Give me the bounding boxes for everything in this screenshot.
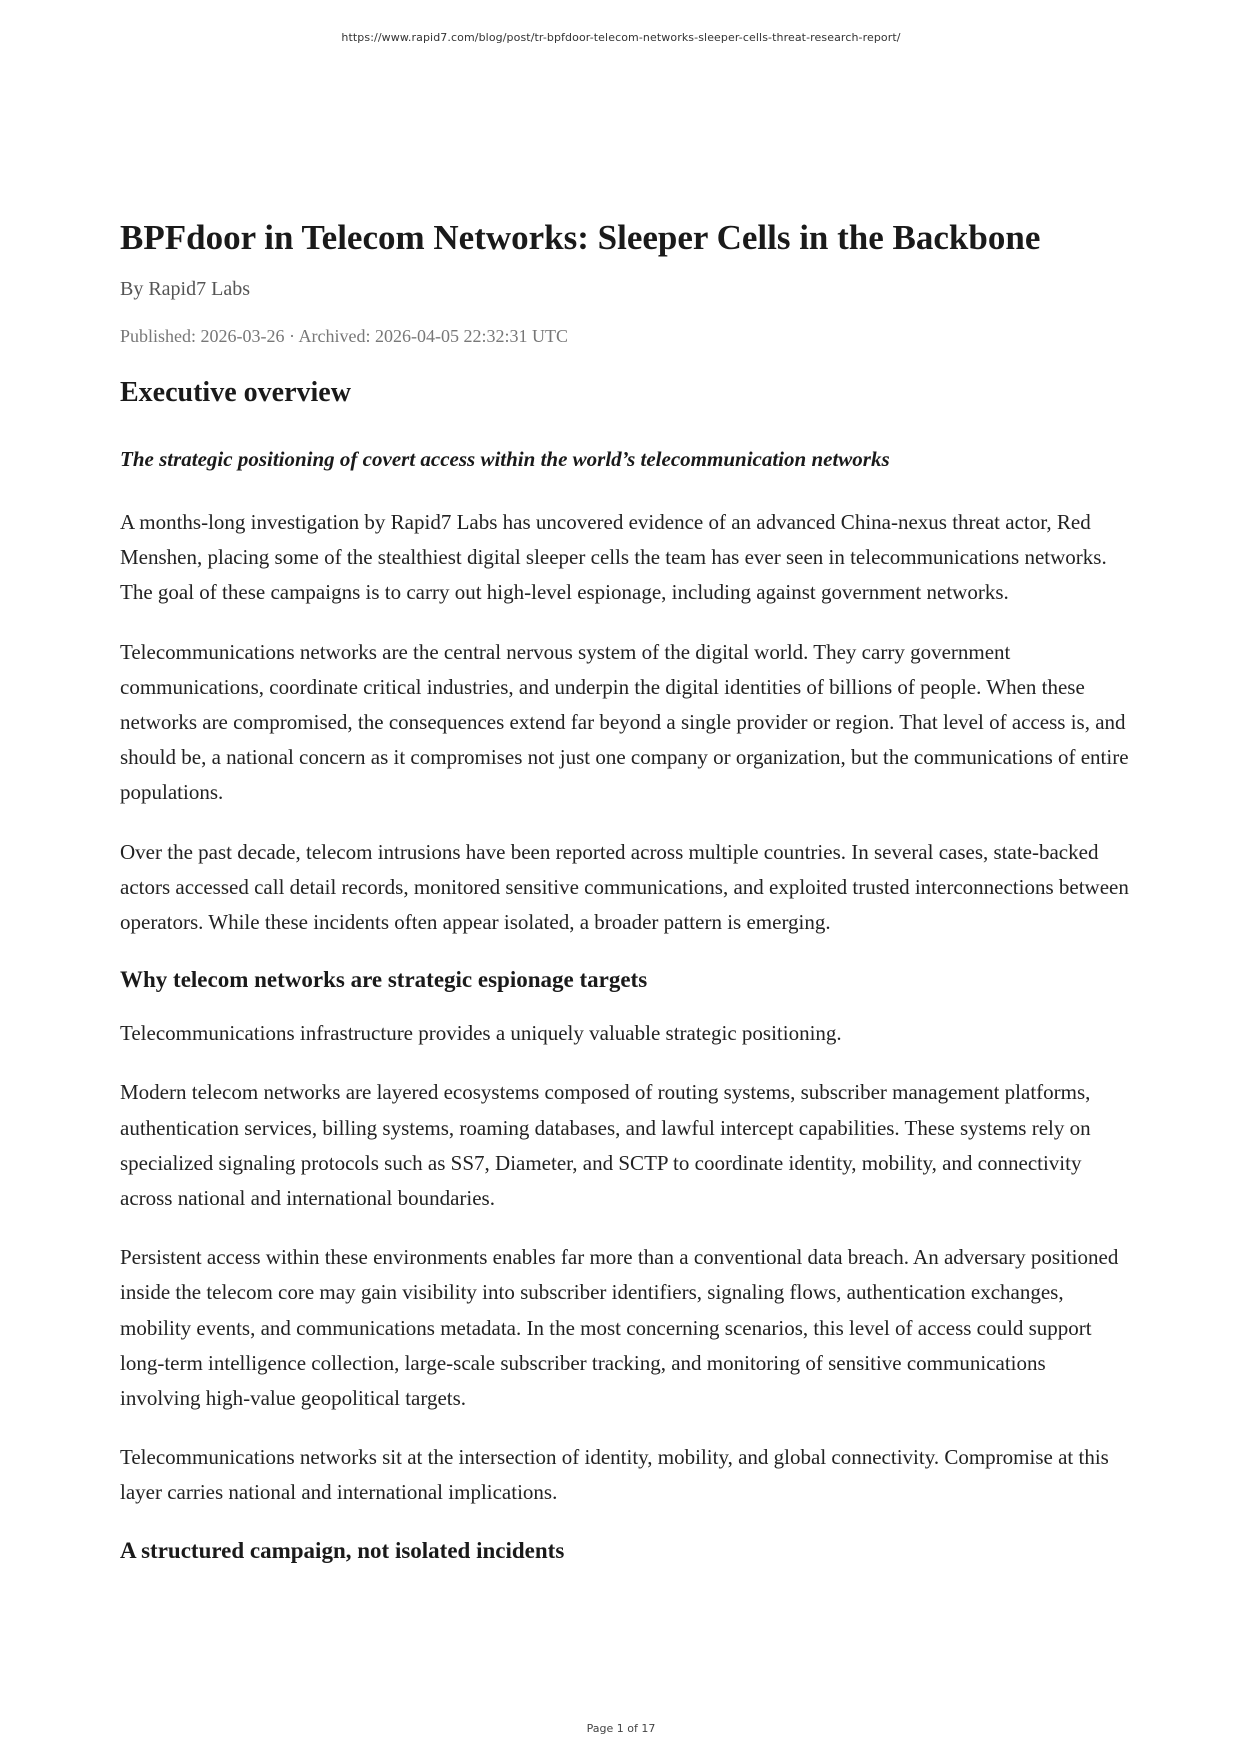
section-heading-why-telecom: Why telecom networks are strategic espionage targets [120,967,648,993]
paragraph: A months-long investigation by Rapid7 Labs has uncovered evidence of an advanced China-nexus threat actor, Red Menshen, placing some of the stealthiest digital sleeper cells the team has ever seen in telecommunications networks. The goal of these campaigns is to carry out high-level espionage, including against government networks. [120,510,1107,605]
article [120,210,1130,1567]
article-title: BPFdoor in Telecom Networks: Sleeper Cells in the Backbone [120,218,1041,257]
article-publish-meta: Published: 2026-03-26 · Archived: 2026-04-05 22:32:31 UTC [120,326,568,346]
paragraph: Telecommunications infrastructure provides a uniquely valuable strategic positioning. [120,1021,842,1046]
article-byline: By Rapid7 Labs [120,278,250,300]
paragraph: Over the past decade, telecom intrusions have been reported across multiple countries. In several cases, state-backed actors accessed call detail records, monitored sensitive communications, and exploited trusted interconnections between operators. While these incidents often appear isolated, a broader pattern is emerging. [120,839,1129,935]
section-lead: The strategic positioning of covert access within the world’s telecommunication networks [120,447,890,471]
page-number-footer: Page 1 of 17 [586,1722,656,1735]
page-url-header: https://www.rapid7.com/blog/post/tr-bpfdoor-telecom-networks-sleeper-cells-threat-research-report/ [341,31,901,44]
paragraph: Modern telecom networks are layered ecosystems composed of routing systems, subscriber management platforms, authentication services, billing systems, roaming databases, and lawful intercept capabilities. These systems rely on specialized signaling protocols such as SS7, Diameter, and SCTP to coordinate identity, mobility, and connectivity across national and international boundaries. [120,1080,1091,1211]
paragraph: Telecommunications networks are the central nervous system of the digital world. They carry government communications, coordinate critical industries, and underpin the digital identities of billions of people. When these networks are compromised, the consequences extend far beyond a single provider or region. That level of access is, and should be, a national concern as it compromises not just one company or organization, but the communications of entire populations. [120,639,1129,805]
section-heading-executive-overview: Executive overview [120,377,351,408]
paragraph: Persistent access within these environments enables far more than a conventional data breach. An adversary positioned inside the telecom core may gain visibility into subscriber identifiers, signaling flows, authentication exchanges, mobility events, and communications metadata. In the most concerning scenarios, this level of access could support long-term intelligence collection, large-scale subscriber tracking, and monitoring of sensitive communications involving high-value geopolitical targets. [120,1245,1119,1411]
section-heading-structured-campaign: A structured campaign, not isolated incidents [120,1537,565,1563]
paragraph: Telecommunications networks sit at the intersection of identity, mobility, and global connectivity. Compromise at this layer carries national and international implications. [120,1445,1109,1505]
